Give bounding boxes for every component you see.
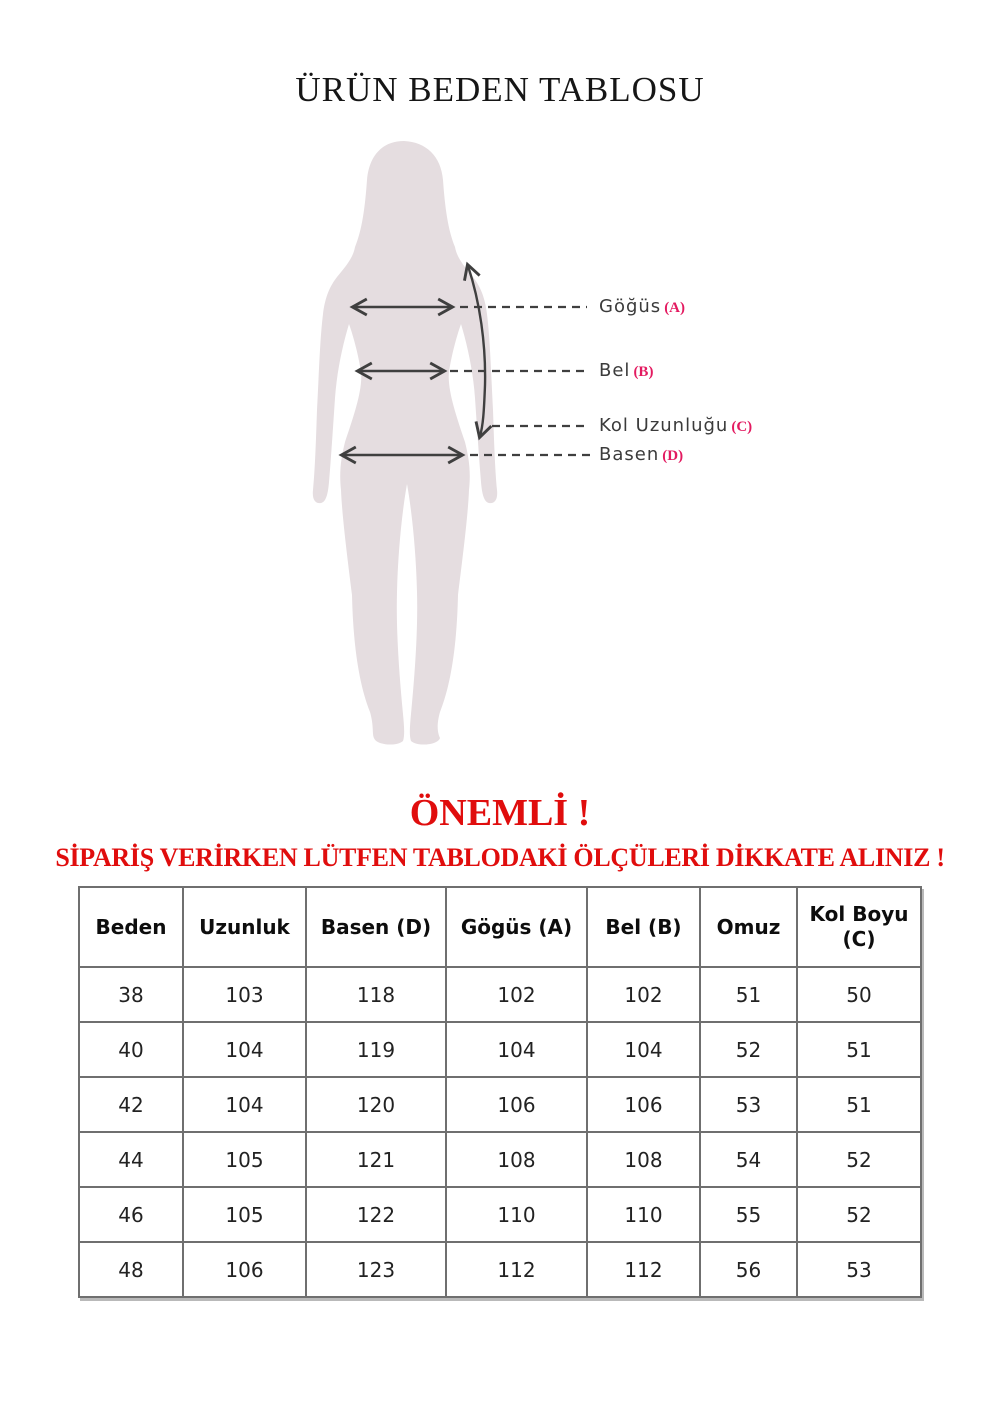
table-cell: 38	[79, 967, 183, 1022]
waist-label-code: (B)	[633, 364, 654, 380]
arm-length-label	[599, 415, 752, 437]
table-cell: 121	[306, 1132, 446, 1187]
table-cell: 53	[700, 1077, 797, 1132]
hip-label-text: Basen	[599, 444, 660, 465]
table-cell: 108	[446, 1132, 587, 1187]
table-cell: 46	[79, 1187, 183, 1242]
table-row	[79, 1132, 921, 1187]
table-cell: 55	[700, 1187, 797, 1242]
table-cell: 110	[587, 1187, 700, 1242]
waist-label	[599, 360, 653, 382]
table-cell: 104	[183, 1077, 306, 1132]
table-cell: 48	[79, 1242, 183, 1297]
table-cell: 119	[306, 1022, 446, 1077]
table-cell: 56	[700, 1242, 797, 1297]
body-silhouette-shape	[313, 141, 497, 745]
chest-label-text: Göğüs	[599, 296, 662, 317]
table-cell: 118	[306, 967, 446, 1022]
hip-label-code: (D)	[662, 448, 684, 464]
table-cell: 123	[306, 1242, 446, 1297]
waist-label-text: Bel	[599, 360, 631, 381]
column-header-6: Kol Boyu (C)	[797, 887, 921, 967]
table-cell: 106	[183, 1242, 306, 1297]
chest-label-code: (A)	[664, 300, 686, 316]
table-cell: 51	[797, 1022, 921, 1077]
table-cell: 103	[183, 967, 306, 1022]
table-cell: 102	[587, 967, 700, 1022]
column-header-1: Uzunluk	[183, 887, 306, 967]
important-heading: ÖNEMLİ !	[409, 792, 591, 834]
table-cell: 102	[446, 967, 587, 1022]
arm-length-label-code: (C)	[731, 419, 753, 435]
table-cell: 112	[446, 1242, 587, 1297]
size-table	[78, 886, 922, 1298]
table-cell: 120	[306, 1077, 446, 1132]
table-cell: 51	[797, 1077, 921, 1132]
table-cell: 104	[183, 1022, 306, 1077]
table-cell: 108	[587, 1132, 700, 1187]
table-cell: 44	[79, 1132, 183, 1187]
table-cell: 106	[446, 1077, 587, 1132]
table-cell: 105	[183, 1132, 306, 1187]
page-title: ÜRÜN BEDEN TABLOSU	[295, 70, 705, 109]
table-cell: 110	[446, 1187, 587, 1242]
column-header-0: Beden	[79, 887, 183, 967]
table-row	[79, 967, 921, 1022]
table-cell: 54	[700, 1132, 797, 1187]
hip-label	[599, 444, 683, 466]
table-cell: 52	[797, 1187, 921, 1242]
table-cell: 42	[79, 1077, 183, 1132]
arm-length-label-text: Kol Uzunluğu	[599, 415, 729, 436]
table-cell: 105	[183, 1187, 306, 1242]
table-cell: 112	[587, 1242, 700, 1297]
table-cell: 52	[797, 1132, 921, 1187]
table-cell: 122	[306, 1187, 446, 1242]
warning-message: SİPARİŞ VERİRKEN LÜTFEN TABLODAKİ ÖLÇÜLERİ DİKKATE ALINIZ !	[55, 843, 945, 872]
column-header-3: Gögüs (A)	[446, 887, 587, 967]
table-cell: 40	[79, 1022, 183, 1077]
table-row	[79, 1242, 921, 1297]
column-header-4: Bel (B)	[587, 887, 700, 967]
table-cell: 104	[587, 1022, 700, 1077]
table-cell: 50	[797, 967, 921, 1022]
table-row	[79, 1187, 921, 1242]
table-row	[79, 1022, 921, 1077]
column-header-5: Omuz	[700, 887, 797, 967]
table-cell: 106	[587, 1077, 700, 1132]
table-cell: 51	[700, 967, 797, 1022]
table-row	[79, 1077, 921, 1132]
chest-label	[599, 296, 685, 318]
column-header-2: Basen (D)	[306, 887, 446, 967]
table-cell: 104	[446, 1022, 587, 1077]
table-cell: 53	[797, 1242, 921, 1297]
size-table-body	[79, 967, 921, 1297]
size-table-header-row	[79, 887, 921, 967]
table-cell: 52	[700, 1022, 797, 1077]
